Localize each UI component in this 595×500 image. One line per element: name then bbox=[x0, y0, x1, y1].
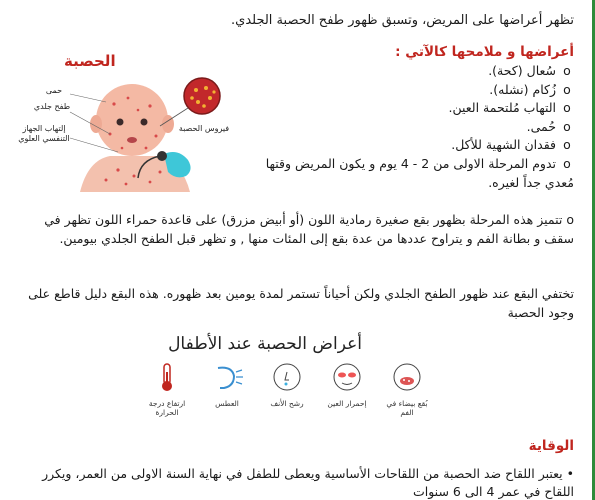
infographic-label: إحمرار العين bbox=[327, 399, 367, 408]
bullet-mark: o bbox=[563, 118, 571, 134]
list-item-text: سُعال (كحة). bbox=[488, 63, 557, 78]
thermometer-icon bbox=[150, 362, 184, 392]
bullet-mark: o bbox=[566, 212, 574, 227]
infographic-item bbox=[204, 362, 250, 408]
rash-label: طفح جلدي bbox=[33, 102, 71, 111]
fever-label: حمى bbox=[45, 86, 63, 95]
child-figure-icon bbox=[10, 52, 250, 192]
list-item-text: التهاب مُلتحمة العين. bbox=[448, 100, 557, 116]
list-item-text: فقدان الشهية للأكل. bbox=[451, 137, 557, 153]
intro-paragraph: تظهر أعراضها على المريض، وتسبق ظهور طفح الحصبة الجلدي. bbox=[231, 13, 574, 28]
infographic-item bbox=[264, 362, 310, 408]
symptoms-infographic bbox=[100, 334, 430, 424]
bullet-mark: o bbox=[563, 100, 571, 116]
measles-child-illustration bbox=[10, 52, 250, 192]
list-item-text: مُعدي جداً لغيره. bbox=[488, 174, 574, 190]
list-item bbox=[244, 155, 574, 174]
infographic-item bbox=[144, 362, 190, 417]
bullet-mark: o bbox=[563, 155, 571, 171]
bullet-mark: o bbox=[563, 81, 571, 97]
list-item bbox=[244, 81, 574, 100]
bullet-mark: • bbox=[566, 466, 574, 481]
infographic-item bbox=[384, 362, 430, 417]
sneeze-icon bbox=[210, 362, 244, 392]
runny-nose-icon bbox=[270, 362, 304, 392]
list-item bbox=[244, 62, 574, 81]
respiratory-label: إلتهاب الجهاز التنفسي العلوي bbox=[18, 124, 70, 143]
list-item bbox=[244, 99, 574, 118]
bullet-mark: o bbox=[563, 137, 571, 153]
infographic-label: بُقع بيضاء في الفم bbox=[386, 399, 428, 417]
koplik-paragraph bbox=[12, 210, 574, 248]
virus-label: فيروس الحصبة bbox=[178, 124, 230, 133]
infographic-label: رشح الأنف bbox=[270, 399, 304, 408]
prevention-heading: الوقاية bbox=[528, 438, 574, 454]
list-item bbox=[244, 136, 574, 155]
infographic-item bbox=[324, 362, 370, 408]
prevention-text: يعتبر اللقاح ضد الحصبة من اللقاحات الأساسية ويعطى للطفل في نهاية السنة الاولى من العمر، ويكرر اللقاح في عمر 4 الى 6 سنوات bbox=[42, 466, 574, 499]
mouth-spots-icon bbox=[390, 362, 424, 392]
symptoms-heading: أعراضها و ملامحها كالآتي : bbox=[395, 44, 574, 60]
prevention-paragraph bbox=[14, 465, 574, 500]
infographic-label: ارتفاع درجة الحرارة bbox=[148, 399, 186, 417]
list-item bbox=[244, 118, 574, 137]
spots-fade-paragraph: تختفي البقع عند ظهور الطفح الجلدي ولكن أحياناً تستمر لمدة يومين بعد ظهوره. هذه البقع دليل قاطع على وجود الحصبة bbox=[28, 286, 574, 320]
list-item-continuation bbox=[244, 174, 574, 193]
infographic-title: أعراض الحصبة عند الأطفال bbox=[168, 334, 362, 354]
list-item-text: حُمى. bbox=[526, 118, 557, 134]
list-item-text: تدوم المرحلة الاولى من 2 - 4 يوم و يكون المريض وقتها bbox=[265, 155, 557, 171]
illustration-title: الحصبة bbox=[64, 52, 116, 70]
list-item-text: زُكام (نشله). bbox=[489, 81, 557, 97]
bullet-mark: o bbox=[563, 63, 571, 78]
infographic-label: العطس bbox=[215, 399, 239, 408]
koplik-text: تتميز هذه المرحلة بظهور بقع صغيرة رمادية اللون (أو أبيض مزرق) على قاعدة حمراء اللون تظهر في سقف و بطانة الفم و يتراوح عددها من عدة بقع إلى المئات منها , و تظهر قبل الطفح الجلدي بيومين. bbox=[44, 212, 574, 246]
red-eye-icon bbox=[330, 362, 364, 392]
symptoms-list bbox=[244, 62, 574, 192]
